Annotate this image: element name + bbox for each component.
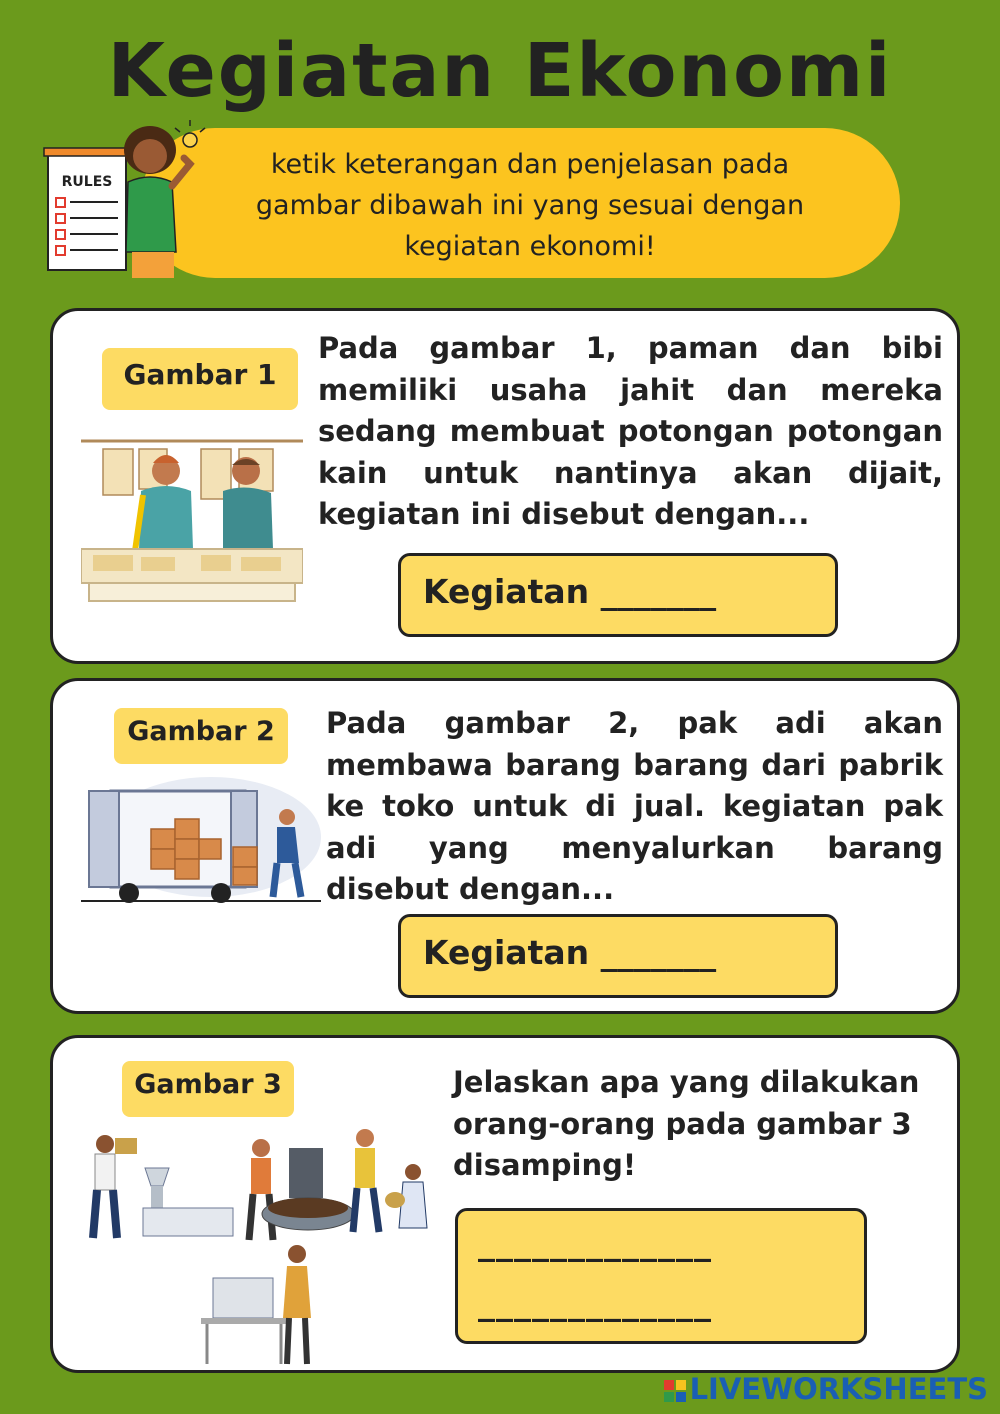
- liveworksheets-logo-icon: [664, 1380, 686, 1402]
- liveworksheets-watermark: [664, 1372, 988, 1406]
- answer-1-box[interactable]: [398, 553, 838, 637]
- question-card-1: [50, 308, 960, 664]
- gambar-3-tag: Gambar 3: [122, 1061, 294, 1117]
- question-3-text: Jelaskan apa yang dilakukan orang-orang pada gambar 3 disamping!: [453, 1065, 920, 1182]
- question-card-2: [50, 678, 960, 1014]
- answer-3-line-2: _____________: [478, 1283, 712, 1323]
- answer-3-box[interactable]: [455, 1208, 867, 1344]
- gambar-2-tag: Gambar 2: [114, 708, 288, 764]
- delivery-truck-illustration: [81, 777, 321, 907]
- answer-3-line-1: _____________: [478, 1223, 712, 1263]
- gambar-1-tag: Gambar 1: [102, 348, 298, 410]
- answer-2-box[interactable]: [398, 914, 838, 998]
- instruction-line-1: ketik keterangan dan penjelasan pada: [270, 149, 790, 180]
- coffee-production-illustration: [83, 1128, 433, 1368]
- page-title: Kegiatan Ekonomi: [107, 28, 893, 114]
- tailor-illustration: [81, 431, 303, 611]
- question-card-3: [50, 1035, 960, 1373]
- instruction-line-3: kegiatan ekonomi!: [404, 231, 656, 262]
- rules-teacher-illustration: [40, 112, 210, 282]
- rules-label: RULES: [61, 174, 113, 190]
- answer-1-label: Kegiatan _______: [423, 572, 717, 611]
- answer-2-label: Kegiatan _______: [423, 933, 717, 972]
- instruction-line-2: gambar dibawah ini yang sesuai dengan: [255, 190, 805, 221]
- watermark-text: LIVEWORKSHEETS: [689, 1372, 988, 1406]
- instruction-text: [200, 144, 860, 267]
- question-2-text: Pada gambar 2, pak adi akan membawa barang barang dari pabrik ke toko untuk di jual. kegiatan pak adi yang menyalurkan barang disebut dengan...: [326, 706, 943, 906]
- question-1-text: Pada gambar 1, paman dan bibi memiliki usaha jahit dan mereka sedang membuat potongan potongan kain untuk nantinya akan dijait, kegiatan ini disebut dengan...: [318, 331, 943, 531]
